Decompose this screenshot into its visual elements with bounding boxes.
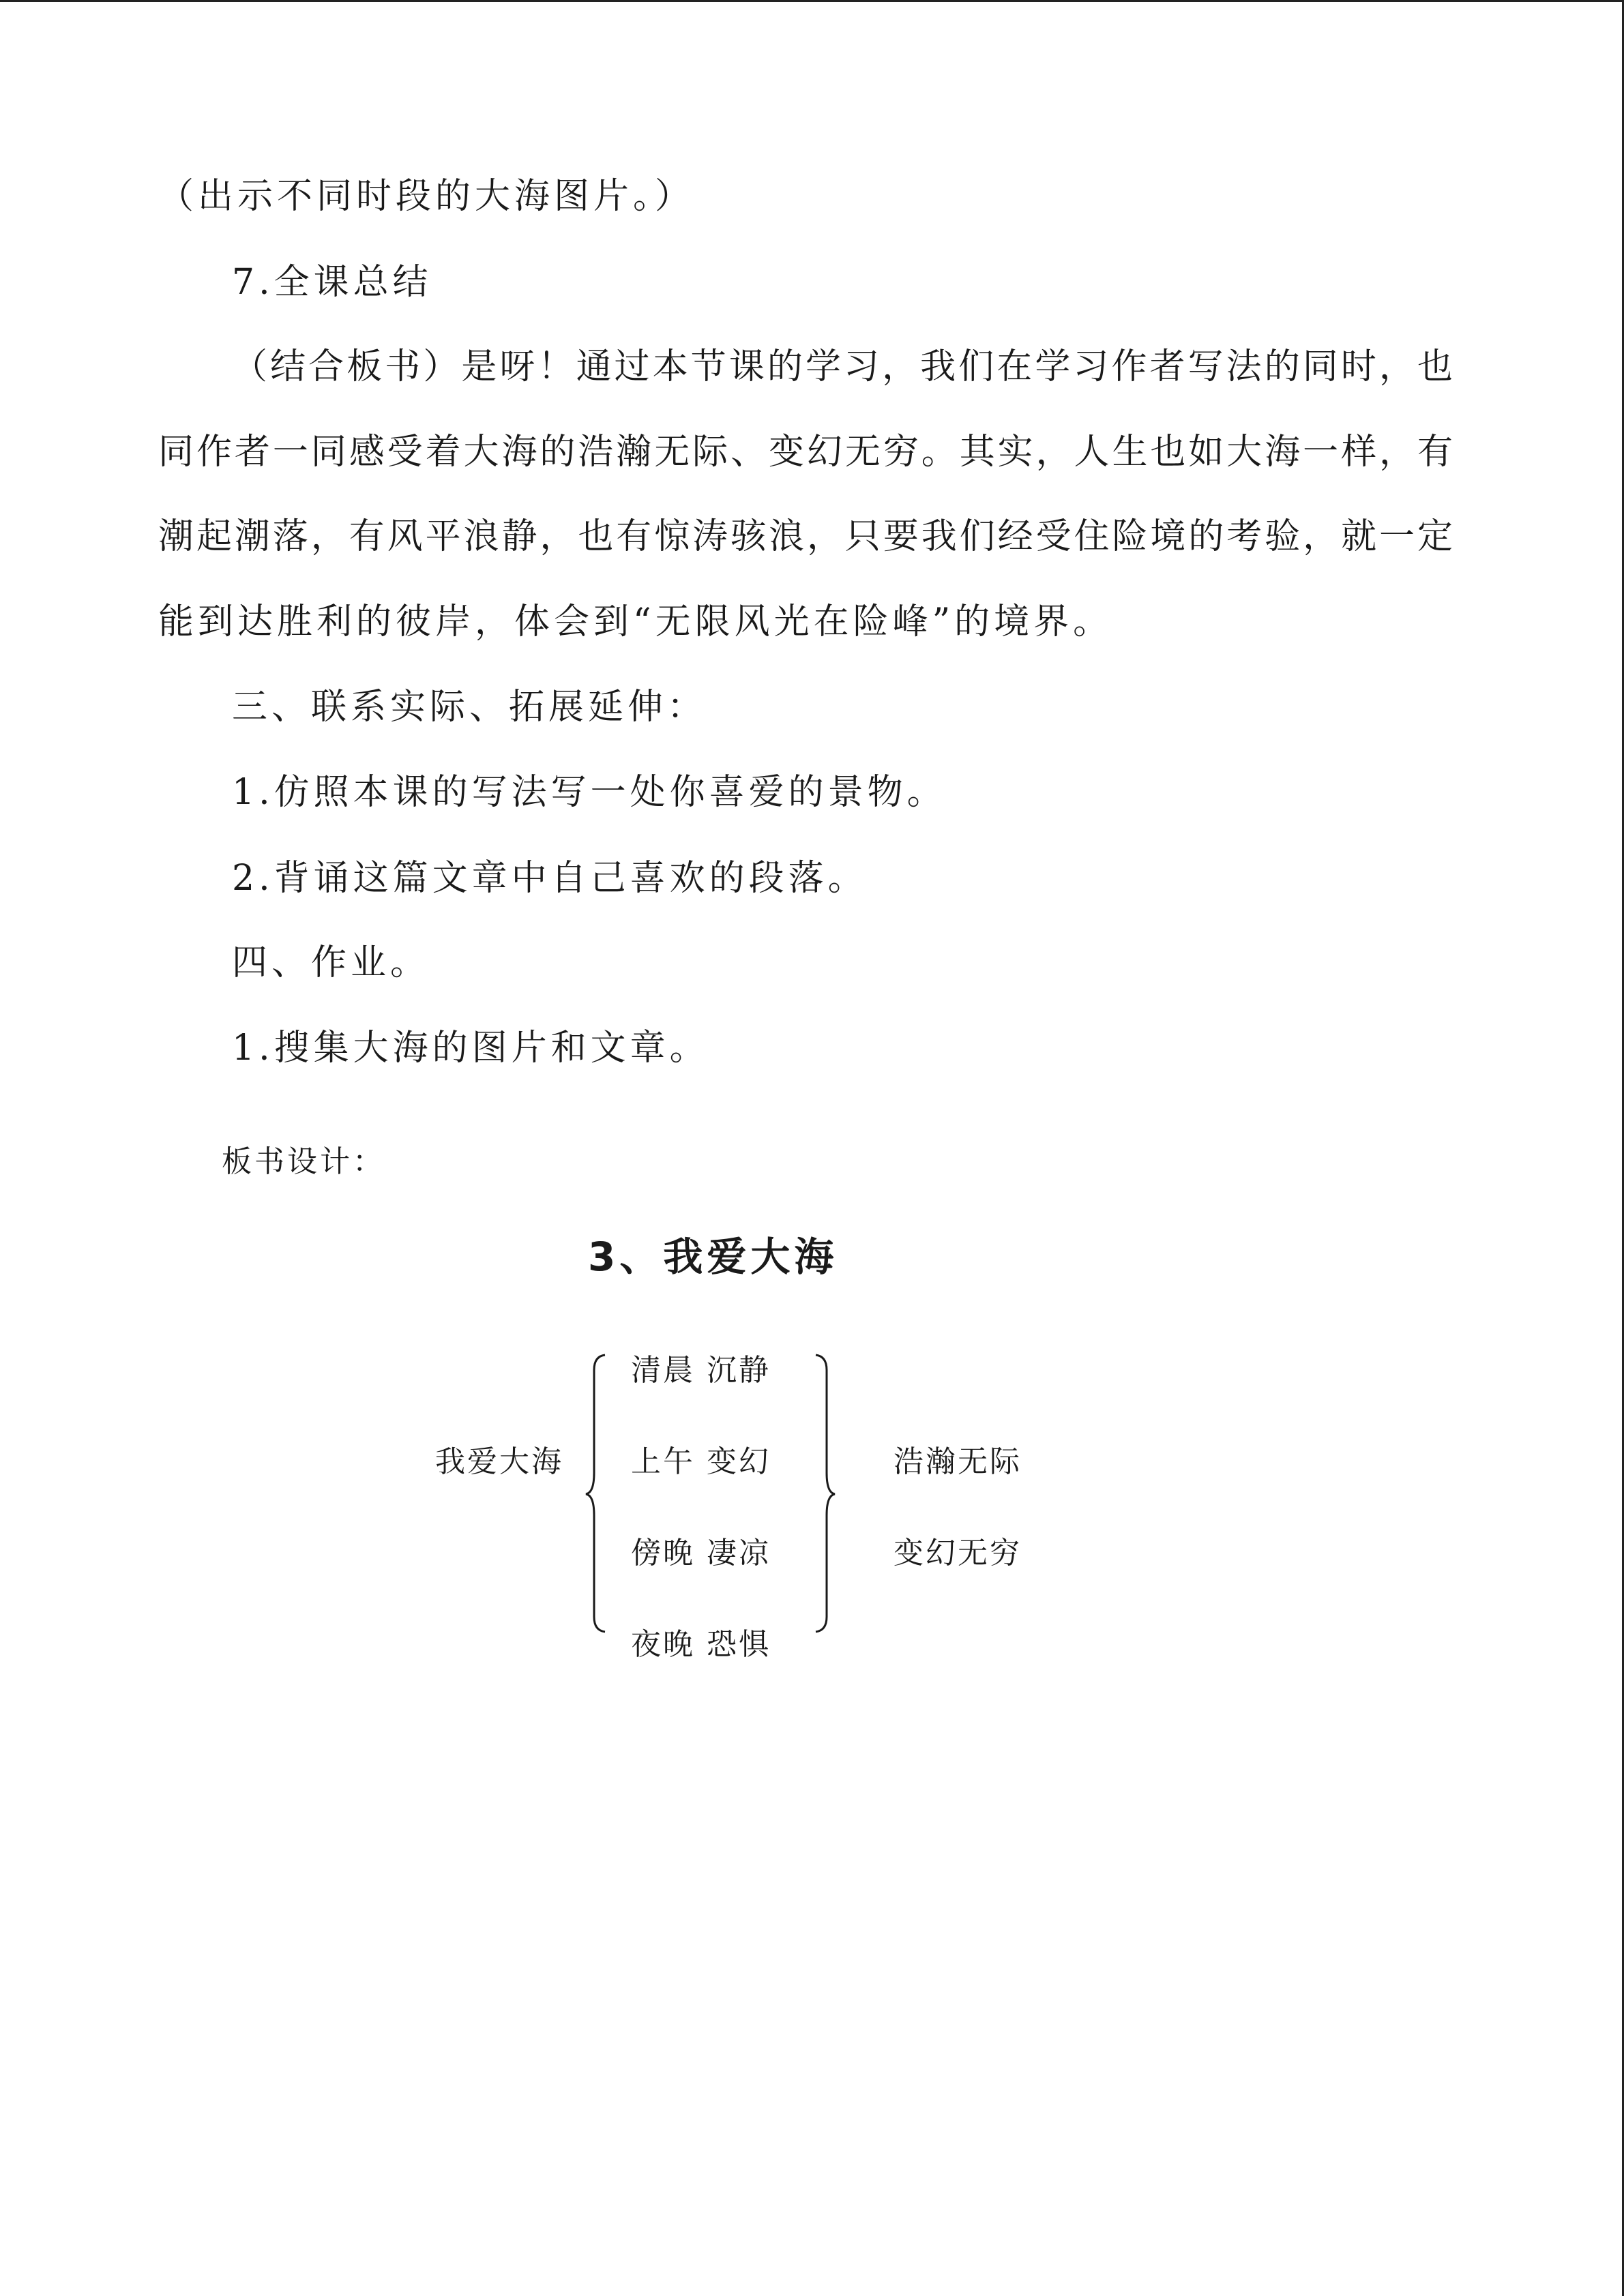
heading-summary: 7.全课总结 [232, 262, 432, 303]
board-design-label: 板书设计： [222, 1144, 385, 1179]
diagram-item-night: 夜晚 恐惧 [631, 1627, 771, 1662]
right-brace [810, 1354, 838, 1633]
paragraph-show-pictures: （出示不同时段的大海图片。） [158, 176, 695, 217]
diagram-item-morning: 清晨 沉静 [631, 1353, 771, 1388]
paragraph-summary-line-3: 潮 起 潮 落 ， 有 风 平 浪 静 ， 也 有 惊 涛 骇 浪 ， 只 要 我 们 经 受 住 险 境 的 考 验 ， 就 一 定 [158, 516, 1453, 557]
heading-section-three: 三、联系实际、拓展延伸： [232, 687, 707, 728]
diagram-item-dusk: 傍晚 凄凉 [631, 1536, 771, 1570]
paragraph-summary-line-2: 同 作 者 一 同 感 受 着 大 海 的 浩 瀚 无 际 、 变 幻 无 穷 。 其 实 ， 人 生 也 如 大 海 一 样 ， 有 [158, 432, 1453, 473]
homework-item-1: 1.搜集大海的图片和文章。 [232, 1028, 709, 1069]
list-item-2: 2.背诵这篇文章中自己喜欢的段落。 [232, 858, 868, 899]
board-title: 3、我爱大海 [588, 1234, 838, 1280]
paragraph-summary-line-4: 能到达胜利的彼岸，体会到“无限风光在险峰”的境界。 [158, 601, 1113, 642]
diagram-right-changing: 变幻无穷 [894, 1536, 1022, 1570]
diagram-item-forenoon: 上午 变幻 [631, 1444, 771, 1479]
diagram-right-vast: 浩瀚无际 [894, 1444, 1022, 1479]
paragraph-summary-line-1: （ 结 合 板 书 ） 是 呀 ！ 通 过 本 节 课 的 学 习 ， 我 们 在 学 习 作 者 写 法 的 同 时 ， 也 [232, 346, 1453, 387]
list-item-1: 1.仿照本课的写法写一处你喜爱的景物。 [232, 772, 947, 813]
heading-homework: 四、作业。 [232, 942, 430, 983]
left-brace [583, 1354, 610, 1633]
top-border [0, 0, 1624, 2]
diagram-left-label: 我爱大海 [435, 1444, 563, 1479]
